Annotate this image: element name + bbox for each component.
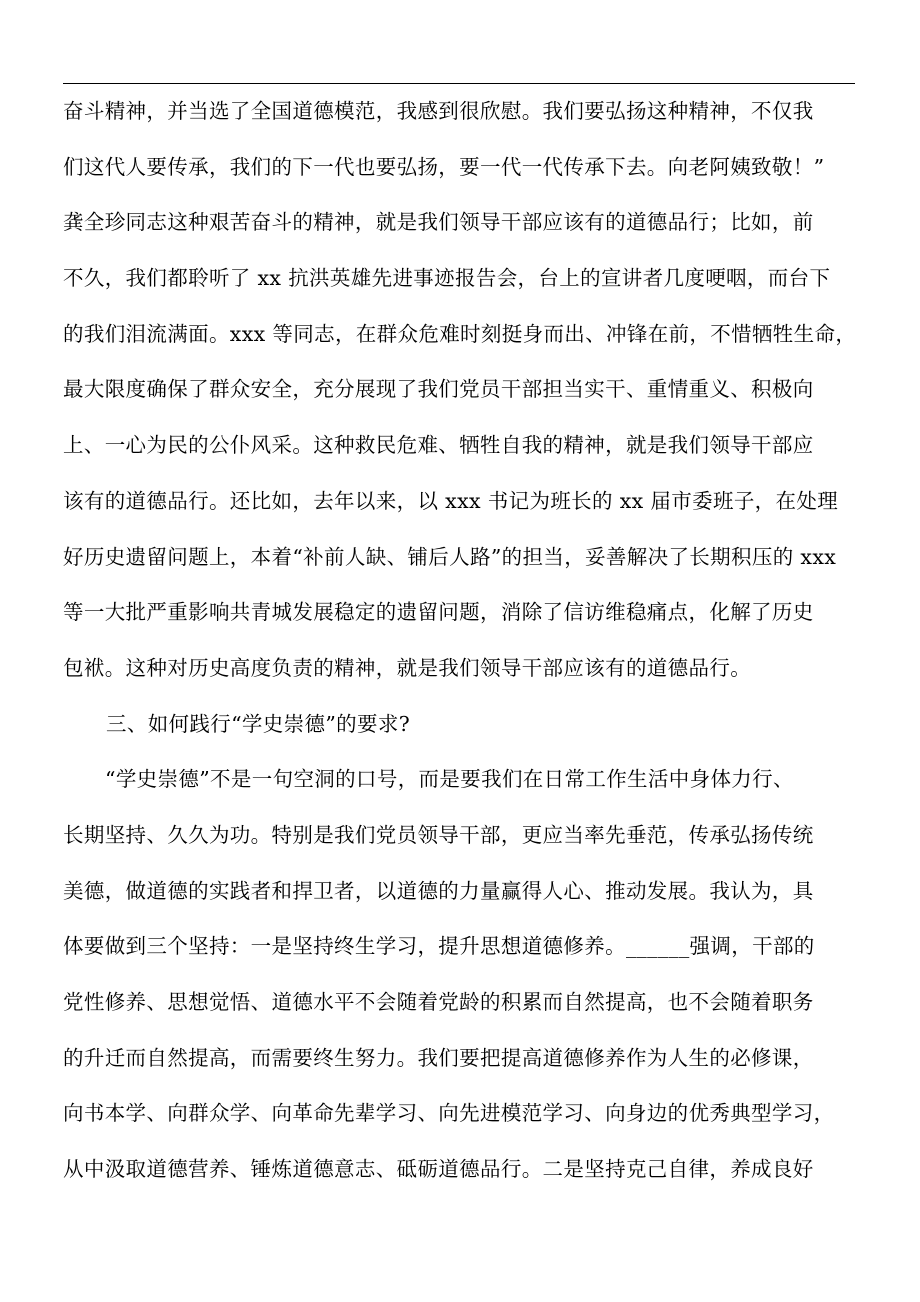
text-line: 包袱。这种对历史高度负责的精神，就是我们领导干部应该有的道德品行。 [63,655,752,680]
text-line: 上、一心为民的公仆风采。这种救民危难、牺牲自我的精神，就是我们领导干部应 [63,433,814,458]
text-line: 党性修养、思想觉悟、道德水平不会随着党龄的积累而自然提高，也不会随着职务 [63,990,814,1014]
text-line: 长期坚持、久久为功。特别是我们党员领导干部，更应当率先垂范，传承弘扬传统 [63,822,814,847]
text-line: 好历史遗留问题上，本着“补前人缺、铺后人路”的担当，妥善解决了长期积压的 xxx [63,544,837,569]
text-line: 从中汲取道德营养、锤炼道德意志、砥砺道德品行。二是坚持克己自律，养成良好 [63,1157,814,1182]
text-line: 等一大批严重影响共青城发展稳定的遗留问题，消除了信访维稳痛点，化解了历史 [63,600,814,625]
text-line: 该有的道德品行。还比如，去年以来，以 xxx 书记为班长的 xx 届市委班子，在处理 [63,488,839,513]
text-line: 美德，做道德的实践者和捍卫者，以道德的力量赢得人心、推动发展。我认为，具 [63,878,814,903]
text-line: 的我们泪流满面。xxx 等同志，在群众危难时刻挺身而出、冲锋在前，不惜牺牲生命， [63,321,857,346]
text-line: 体要做到三个坚持：一是坚持终生学习，提升思想道德修养。______强调，干部的 [63,934,815,959]
text-line: 的升迁而自然提高，而需要终生努力。我们要把提高道德修养作为人生的必修课， [63,1045,814,1070]
text-line: 最大限度确保了群众安全，充分展现了我们党员干部担当实干、重情重义、积极向 [63,377,814,402]
document-body [63,84,863,1198]
text-line: 龚全珍同志这种艰苦奋斗的精神，就是我们领导干部应该有的道德品行；比如，前 [63,210,814,235]
text-line: 不久，我们都聆听了 xx 抗洪英雄先进事迹报告会，台上的宣讲者几度哽咽，而台下 [63,266,831,291]
paragraph-first-line: “学史崇德”不是一句空洞的口号，而是要我们在日常工作生活中身体力行、 [105,767,794,792]
text-line: 奋斗精神，并当选了全国道德模范，我感到很欣慰。我们要弘扬这种精神，不仅我 [63,99,814,123]
section-heading: 三、如何践行“学史崇德”的要求? [106,711,411,736]
text-line: 们这代人要传承，我们的下一代也要弘扬，要一代一代传承下去。向老阿姨致敬！” [63,154,825,179]
text-line: 向书本学、向群众学、向革命先辈学习、向先进模范学习、向身边的优秀典型学习， [63,1101,835,1126]
